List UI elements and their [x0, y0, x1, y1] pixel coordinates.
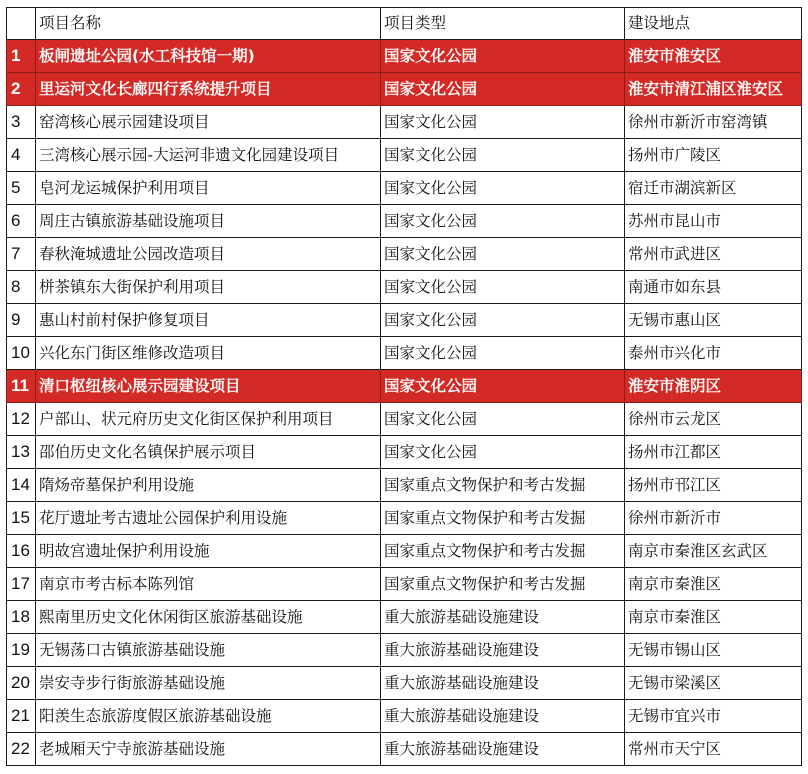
- row-index: 15: [7, 502, 36, 535]
- table-row: [7, 535, 802, 568]
- row-index: 3: [7, 106, 36, 139]
- location-cell: 无锡市宜兴市: [625, 700, 802, 733]
- project-type-cell: 国家重点文物保护和考古发掘: [381, 469, 625, 502]
- location-cell: 常州市武进区: [625, 238, 802, 271]
- project-type-cell: 国家文化公园: [381, 370, 625, 403]
- location-cell: 宿迁市湖滨新区: [625, 172, 802, 205]
- location-cell: 扬州市邗江区: [625, 469, 802, 502]
- project-name-cell: 板闸遗址公园(水工科技馆一期): [36, 40, 381, 73]
- location-cell: 南京市秦淮区: [625, 601, 802, 634]
- project-name-cell: 周庄古镇旅游基础设施项目: [36, 205, 381, 238]
- row-index: 17: [7, 568, 36, 601]
- row-index: 10: [7, 337, 36, 370]
- table-row: [7, 370, 802, 403]
- project-name-cell: 里运河文化长廊四行系统提升项目: [36, 73, 381, 106]
- location-cell: 南通市如东县: [625, 271, 802, 304]
- project-name-cell: 阳羡生态旅游度假区旅游基础设施: [36, 700, 381, 733]
- table-row: [7, 205, 802, 238]
- location-cell: 无锡市梁溪区: [625, 667, 802, 700]
- project-name-cell: 春秋淹城遗址公园改造项目: [36, 238, 381, 271]
- row-index: 11: [7, 370, 36, 403]
- table-row: [7, 73, 802, 106]
- row-index: 18: [7, 601, 36, 634]
- project-type-cell: 国家文化公园: [381, 271, 625, 304]
- table-row: [7, 337, 802, 370]
- project-type-cell: 重大旅游基础设施建设: [381, 700, 625, 733]
- project-name-cell: 户部山、状元府历史文化街区保护利用项目: [36, 403, 381, 436]
- header-index: [7, 8, 36, 40]
- project-name-cell: 窑湾核心展示园建设项目: [36, 106, 381, 139]
- row-index: 7: [7, 238, 36, 271]
- table-row: [7, 436, 802, 469]
- table-body: [7, 40, 802, 766]
- location-cell: 无锡市惠山区: [625, 304, 802, 337]
- location-cell: 淮安市淮阴区: [625, 370, 802, 403]
- project-name-cell: 熙南里历史文化休闲街区旅游基础设施: [36, 601, 381, 634]
- project-type-cell: 国家文化公园: [381, 139, 625, 172]
- table-row: [7, 106, 802, 139]
- table-row: [7, 40, 802, 73]
- project-type-cell: 重大旅游基础设施建设: [381, 667, 625, 700]
- project-table: [6, 7, 802, 766]
- row-index: 20: [7, 667, 36, 700]
- project-name-cell: 三湾核心展示园-大运河非遗文化园建设项目: [36, 139, 381, 172]
- location-cell: 南京市秦淮区: [625, 568, 802, 601]
- table-row: [7, 238, 802, 271]
- project-name-cell: 清口枢纽核心展示园建设项目: [36, 370, 381, 403]
- row-index: 1: [7, 40, 36, 73]
- project-type-cell: 国家文化公园: [381, 337, 625, 370]
- row-index: 19: [7, 634, 36, 667]
- location-cell: 徐州市新沂市: [625, 502, 802, 535]
- location-cell: 泰州市兴化市: [625, 337, 802, 370]
- table-row: [7, 634, 802, 667]
- project-type-cell: 国家文化公园: [381, 304, 625, 337]
- project-type-cell: 国家文化公园: [381, 40, 625, 73]
- project-type-cell: 国家文化公园: [381, 403, 625, 436]
- table-row: [7, 304, 802, 337]
- location-cell: 淮安市清江浦区淮安区: [625, 73, 802, 106]
- table-row: [7, 139, 802, 172]
- table-row: [7, 700, 802, 733]
- project-type-cell: 国家重点文物保护和考古发掘: [381, 568, 625, 601]
- row-index: 6: [7, 205, 36, 238]
- table-row: [7, 469, 802, 502]
- table-row: [7, 733, 802, 766]
- row-index: 14: [7, 469, 36, 502]
- location-cell: 扬州市广陵区: [625, 139, 802, 172]
- table-row: [7, 502, 802, 535]
- row-index: 8: [7, 271, 36, 304]
- project-name-cell: 无锡荡口古镇旅游基础设施: [36, 634, 381, 667]
- row-index: 16: [7, 535, 36, 568]
- location-cell: 扬州市江都区: [625, 436, 802, 469]
- project-name-cell: 老城厢天宁寺旅游基础设施: [36, 733, 381, 766]
- row-index: 5: [7, 172, 36, 205]
- project-type-cell: 重大旅游基础设施建设: [381, 601, 625, 634]
- project-name-cell: 明故宫遗址保护利用设施: [36, 535, 381, 568]
- location-cell: 徐州市云龙区: [625, 403, 802, 436]
- location-cell: 常州市天宁区: [625, 733, 802, 766]
- project-name-cell: 兴化东门街区维修改造项目: [36, 337, 381, 370]
- project-type-cell: 国家重点文物保护和考古发掘: [381, 502, 625, 535]
- header-location: 建设地点: [625, 8, 802, 40]
- location-cell: 苏州市昆山市: [625, 205, 802, 238]
- table-row: [7, 271, 802, 304]
- project-type-cell: 国家文化公园: [381, 205, 625, 238]
- header-row: [7, 8, 802, 40]
- table-row: [7, 601, 802, 634]
- project-name-cell: 惠山村前村保护修复项目: [36, 304, 381, 337]
- project-name-cell: 皂河龙运城保护利用项目: [36, 172, 381, 205]
- project-type-cell: 国家文化公园: [381, 73, 625, 106]
- project-type-cell: 国家文化公园: [381, 172, 625, 205]
- project-name-cell: 隋炀帝墓保护利用设施: [36, 469, 381, 502]
- project-type-cell: 国家文化公园: [381, 436, 625, 469]
- row-index: 22: [7, 733, 36, 766]
- location-cell: 淮安市淮安区: [625, 40, 802, 73]
- header-project-type: 项目类型: [381, 8, 625, 40]
- row-index: 2: [7, 73, 36, 106]
- table-row: [7, 568, 802, 601]
- project-type-cell: 国家文化公园: [381, 106, 625, 139]
- project-name-cell: 崇安寺步行街旅游基础设施: [36, 667, 381, 700]
- location-cell: 无锡市锡山区: [625, 634, 802, 667]
- location-cell: 南京市秦淮区玄武区: [625, 535, 802, 568]
- table-row: [7, 667, 802, 700]
- project-name-cell: 花厅遗址考古遗址公园保护利用设施: [36, 502, 381, 535]
- header-project-name: 项目名称: [36, 8, 381, 40]
- row-index: 12: [7, 403, 36, 436]
- project-type-cell: 国家文化公园: [381, 238, 625, 271]
- project-type-cell: 重大旅游基础设施建设: [381, 733, 625, 766]
- row-index: 21: [7, 700, 36, 733]
- row-index: 4: [7, 139, 36, 172]
- project-type-cell: 重大旅游基础设施建设: [381, 634, 625, 667]
- row-index: 9: [7, 304, 36, 337]
- project-name-cell: 南京市考古标本陈列馆: [36, 568, 381, 601]
- table-row: [7, 172, 802, 205]
- project-name-cell: 邵伯历史文化名镇保护展示项目: [36, 436, 381, 469]
- row-index: 13: [7, 436, 36, 469]
- project-name-cell: 栟茶镇东大街保护利用项目: [36, 271, 381, 304]
- project-type-cell: 国家重点文物保护和考古发掘: [381, 535, 625, 568]
- table-row: [7, 403, 802, 436]
- location-cell: 徐州市新沂市窑湾镇: [625, 106, 802, 139]
